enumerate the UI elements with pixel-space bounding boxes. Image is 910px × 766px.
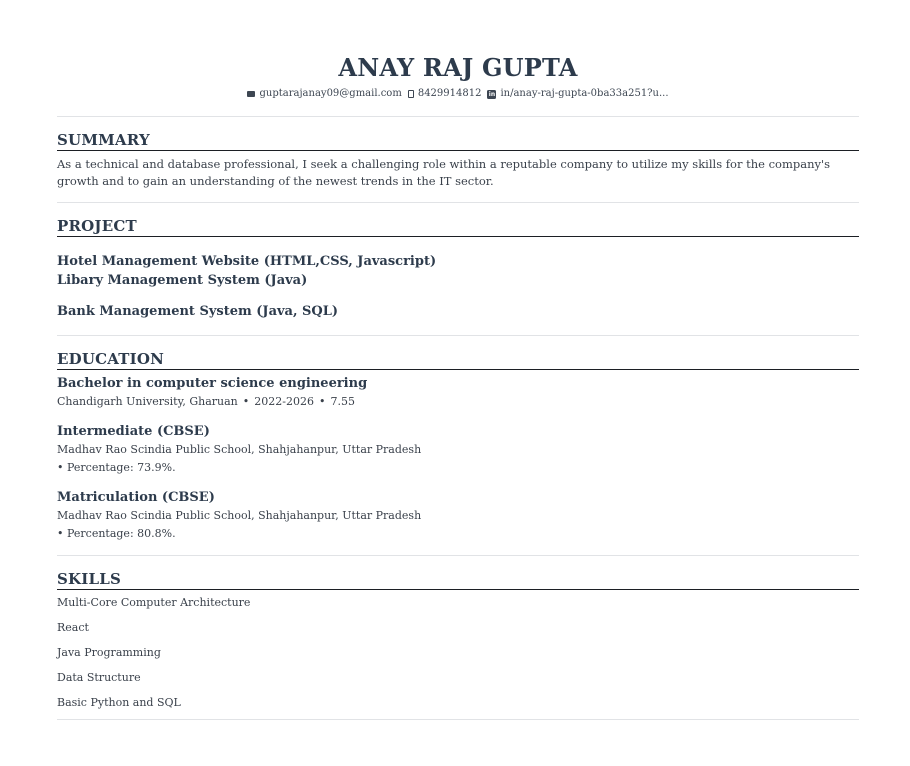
years: 2022-2026 <box>254 395 314 408</box>
phone-text: 8429914812 <box>417 88 482 99</box>
section-rule <box>57 236 859 237</box>
percentage: • Percentage: 80.8%. <box>57 527 176 540</box>
degree-title: Intermediate (CBSE) <box>57 424 210 439</box>
contact-line <box>57 87 859 101</box>
email-text: guptarajanay09@gmail.com <box>259 88 402 99</box>
project-item: Libary Management System (Java) <box>57 273 308 288</box>
separator-dot: • <box>242 395 250 408</box>
mail-icon <box>247 91 255 97</box>
divider <box>57 335 859 336</box>
education-entry <box>57 488 859 543</box>
percentage: • Percentage: 73.9%. <box>57 461 176 474</box>
institution: Chandigarh University, Gharuan <box>57 395 238 408</box>
contact-phone[interactable] <box>408 87 482 101</box>
skill-item: Basic Python and SQL <box>57 696 181 709</box>
section-title-summary: SUMMARY <box>57 131 150 149</box>
divider <box>57 116 859 117</box>
skill-item: Multi-Core Computer Architecture <box>57 596 251 609</box>
project-section <box>57 216 859 321</box>
section-rule <box>57 369 859 370</box>
skills-section <box>57 569 859 712</box>
degree-title: Bachelor in computer science engineering <box>57 376 368 391</box>
candidate-name: ANAY RAJ GUPTA <box>338 53 578 82</box>
skill-item: Java Programming <box>57 646 161 659</box>
section-rule <box>57 589 859 590</box>
phone-icon <box>408 90 414 98</box>
section-title-education: EDUCATION <box>57 350 165 368</box>
divider <box>57 555 859 556</box>
skills-list <box>57 594 859 712</box>
linkedin-icon: in <box>488 90 496 98</box>
project-item: Bank Management System (Java, SQL) <box>57 304 339 319</box>
separator-dot: • <box>318 395 326 408</box>
institution: Madhav Rao Scindia Public School, Shahjahanpur, Uttar Pradesh <box>57 443 422 456</box>
section-title-skills: SKILLS <box>57 570 122 588</box>
summary-text: As a technical and database professional, I seek a challenging role within a reputable company to utilize my skills for the company's growth and to gain an understanding of the newest trends in the IT sector. <box>57 157 831 188</box>
section-title-project: PROJECT <box>57 217 137 235</box>
education-entry <box>57 374 859 411</box>
contact-linkedin[interactable] <box>487 87 668 101</box>
skill-item: React <box>57 621 89 634</box>
education-entry <box>57 422 859 477</box>
education-section <box>57 349 859 543</box>
contact-email[interactable] <box>247 87 401 101</box>
skill-item: Data Structure <box>57 671 141 684</box>
section-rule <box>57 150 859 151</box>
degree-title: Matriculation (CBSE) <box>57 490 215 505</box>
project-item: Hotel Management Website (HTML,CSS, Javascript) <box>57 254 437 269</box>
summary-section <box>57 130 859 190</box>
divider <box>57 719 859 720</box>
degree-details <box>57 393 859 411</box>
score: 7.55 <box>330 395 355 408</box>
divider <box>57 202 859 203</box>
institution: Madhav Rao Scindia Public School, Shahjahanpur, Uttar Pradesh <box>57 509 422 522</box>
linkedin-text: in/anay-raj-gupta-0ba33a251?u... <box>500 88 669 99</box>
